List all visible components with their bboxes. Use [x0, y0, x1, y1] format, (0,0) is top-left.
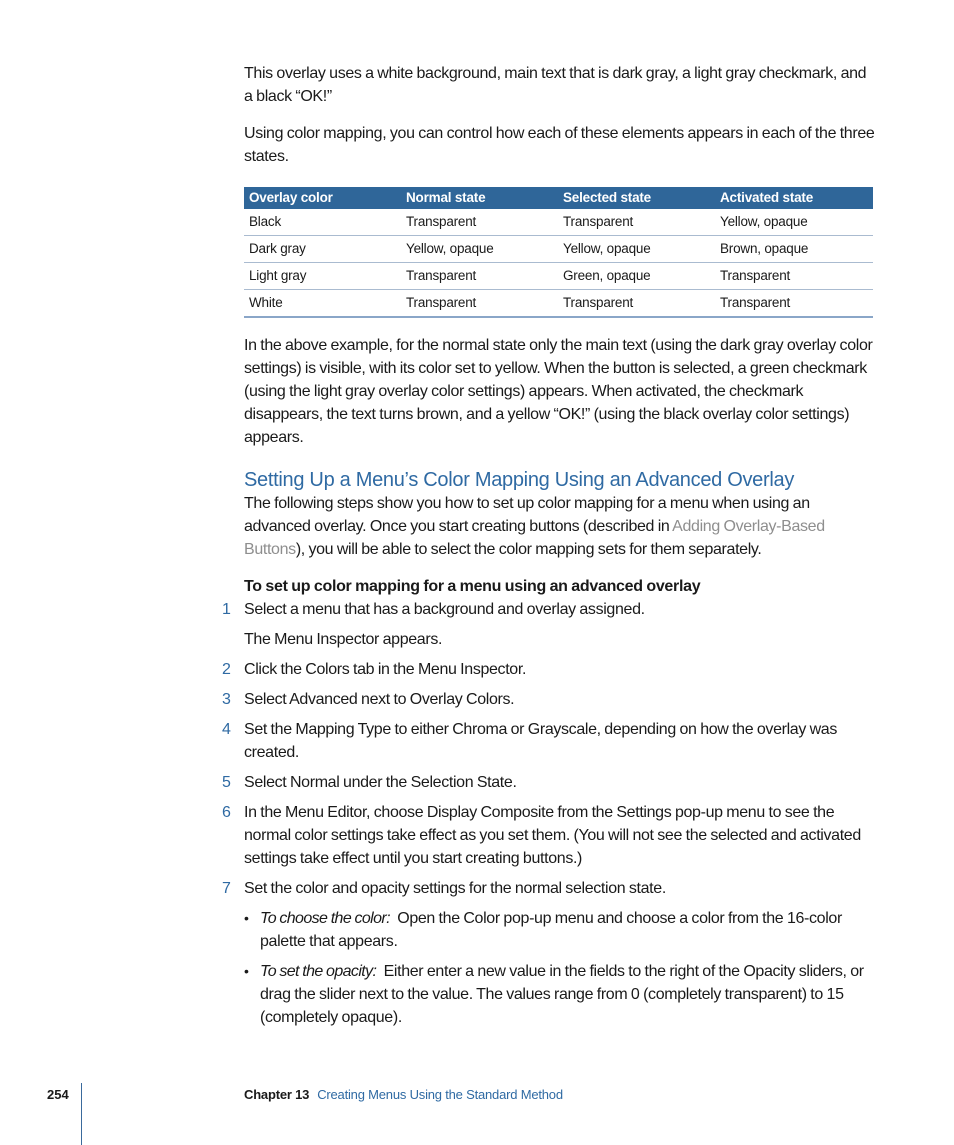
example-paragraph: In the above example, for the normal state only the main text (using the dark gray overlay color settings) is visible, with its color set to yellow. When the button is selected, a green checkmark (using the light gray overlay color settings) appears. When activated, the checkmark disappears, the text turns brown, and a yellow “OK!” (using the black overlay color settings) appears.	[244, 337, 873, 446]
step-number: 1	[222, 601, 231, 618]
mapping-paragraph: Using color mapping, you can control how each of these elements appears in each of the three states.	[244, 125, 875, 165]
step-number: 4	[222, 721, 231, 738]
step-item	[222, 598, 876, 651]
footer-chapter	[244, 1087, 563, 1102]
header-selected-state: Selected state	[558, 187, 715, 209]
step-item	[222, 688, 876, 711]
step-number: 3	[222, 691, 231, 708]
step-result: The Menu Inspector appears.	[244, 631, 443, 648]
step-item	[222, 718, 876, 764]
step-text: Select Advanced next to Overlay Colors.	[244, 691, 515, 708]
step-text: Click the Colors tab in the Menu Inspector.	[244, 661, 527, 678]
header-normal-state: Normal state	[401, 187, 558, 209]
table-cell: Transparent	[715, 263, 873, 290]
bullet-item	[244, 960, 876, 1029]
header-activated-state: Activated state	[715, 187, 873, 209]
chapter-label: Chapter 13	[244, 1087, 310, 1102]
step-text: Set the Mapping Type to either Chroma or Grayscale, depending on how the overlay was created.	[244, 721, 837, 761]
table-row	[244, 209, 873, 236]
step-text: Select a menu that has a background and overlay assigned.	[244, 601, 645, 618]
table-cell: Transparent	[401, 209, 558, 236]
step-item	[222, 877, 876, 1029]
chapter-title-link[interactable]: Creating Menus Using the Standard Method	[317, 1087, 563, 1102]
table-cell: Light gray	[244, 263, 401, 290]
table-cell: Yellow, opaque	[401, 236, 558, 263]
steps-list	[222, 598, 876, 1029]
page-number: 254	[47, 1087, 69, 1102]
step-text: In the Menu Editor, choose Display Composite from the Settings pop-up menu to see the normal color settings take effect as you set them. (You will not see the selected and activated settings take effect until you start creating buttons.)	[244, 804, 861, 867]
table-cell: Green, opaque	[558, 263, 715, 290]
step-item	[222, 771, 876, 794]
section-intro-text: The following steps show you how to set up color mapping for a menu when using an advanced overlay. Once you start creating buttons (described in	[244, 495, 810, 535]
step-text: Select Normal under the Selection State.	[244, 774, 517, 791]
section-heading: Setting Up a Menu’s Color Mapping Using an Advanced Overlay	[244, 469, 795, 491]
table-cell: Transparent	[401, 290, 558, 318]
step-item	[222, 801, 876, 870]
bullet-icon: •	[244, 963, 249, 979]
bullet-item	[244, 907, 876, 953]
table-row	[244, 290, 873, 318]
table-cell: Transparent	[401, 263, 558, 290]
bullet-label: To choose the color:	[260, 910, 391, 927]
table-cell: Yellow, opaque	[715, 209, 873, 236]
footer-divider	[81, 1083, 82, 1145]
table-cell: Dark gray	[244, 236, 401, 263]
header-overlay-color: Overlay color	[244, 187, 401, 209]
sub-bullets-list	[244, 907, 876, 1029]
section-intro-paragraph	[244, 492, 876, 561]
table-cell: White	[244, 290, 401, 318]
page-content	[222, 62, 876, 1036]
table-cell: Brown, opaque	[715, 236, 873, 263]
step-number: 6	[222, 804, 231, 821]
adding-overlay-buttons-link[interactable]: Adding Overlay-Based Buttons	[244, 518, 825, 558]
table-header-row	[244, 187, 873, 209]
table-row	[244, 263, 873, 290]
section-intro-text-end: ), you will be able to select the color mapping sets for them separately.	[295, 541, 762, 558]
task-heading: To set up color mapping for a menu using an advanced overlay	[244, 578, 701, 595]
step-text: Set the color and opacity settings for the normal selection state.	[244, 880, 666, 897]
table-cell: Yellow, opaque	[558, 236, 715, 263]
step-item	[222, 658, 876, 681]
bullet-text: Either enter a new value in the fields to the right of the Opacity sliders, or drag the slider next to the value. The values range from 0 (completely transparent) to 15 (completely opaque).	[260, 963, 864, 1026]
table-cell: Black	[244, 209, 401, 236]
table-cell: Transparent	[558, 209, 715, 236]
table-cell: Transparent	[715, 290, 873, 318]
bullet-label: To set the opacity:	[260, 963, 377, 980]
bullet-icon: •	[244, 910, 249, 926]
intro-paragraph: This overlay uses a white background, main text that is dark gray, a light gray checkmark, and a black “OK!”	[244, 65, 867, 105]
bullet-text: Open the Color pop-up menu and choose a color from the 16-color palette that appears.	[260, 910, 842, 950]
step-number: 5	[222, 774, 231, 791]
table-row	[244, 236, 873, 263]
step-number: 7	[222, 880, 231, 897]
step-number: 2	[222, 661, 231, 678]
table-cell: Transparent	[558, 290, 715, 318]
color-mapping-table	[244, 187, 873, 318]
